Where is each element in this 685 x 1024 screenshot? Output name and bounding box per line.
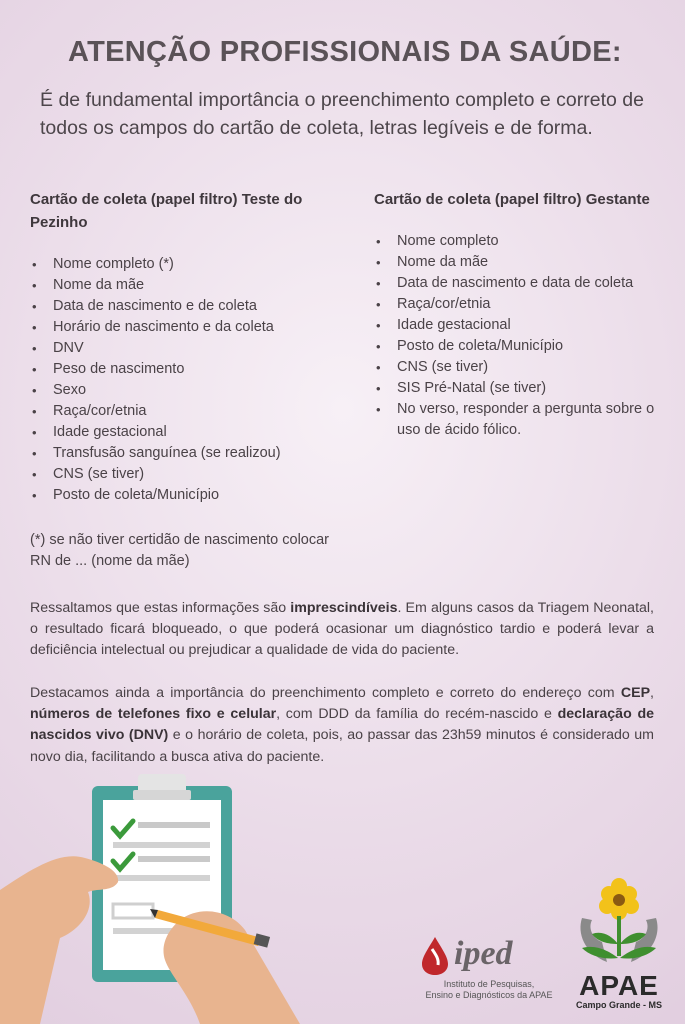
list-item: • Idade gestacional [30, 422, 340, 443]
list-item: • Transfusão sanguínea (se realizou) [30, 443, 340, 464]
apae-name: APAE [579, 970, 659, 1001]
iped-name: iped [454, 935, 513, 972]
apae-flower-icon [562, 878, 676, 970]
intro-text: É de fundamental importância o preenchimento completo e correto de todos os campos do cartão de coleta, letras legíveis e de forma. [40, 89, 644, 139]
bold-text: CEP [620, 685, 651, 701]
text-run: Ressaltamos que estas informações são [30, 600, 291, 616]
clipboard-illustration [0, 770, 340, 1024]
text-run: , [650, 685, 654, 701]
iped-subtitle-line: Instituto de Pesquisas, [443, 979, 535, 989]
right-column-heading: Cartão de coleta (papel filtro) Gestante [374, 191, 650, 208]
bold-text: números de telefones fixo e celular [30, 706, 277, 723]
right-column [374, 188, 664, 441]
text-run: e o horário de coleta, pois, ao passar das 23h59 minutos é considerado um novo dia, facilitando a busca ativa do paciente. [30, 727, 654, 765]
list-item: • Nome completo (*) [30, 254, 340, 275]
iped-drop-icon [418, 935, 452, 977]
list-item: • Posto de coleta/Município [374, 336, 664, 357]
right-column-list [374, 231, 664, 441]
text-run: Destacamos ainda a importância do preenchimento completo e correto do endereço com [30, 685, 621, 701]
bold-text: imprescindíveis [290, 600, 398, 616]
list-item: • Data de nascimento e de coleta [30, 296, 340, 317]
list-item: • CNS (se tiver) [374, 357, 664, 378]
iped-subtitle-line: Ensino e Diagnósticos da APAE [425, 990, 553, 1000]
list-item: • No verso, responder a pergunta sobre o uso de ácido fólico. [374, 399, 664, 441]
text-run: , com DDD da família do recém-nascido e [276, 706, 558, 723]
left-column-heading: Cartão de coleta (papel filtro) Teste do Pezinho [30, 191, 303, 231]
list-item: • Sexo [30, 380, 340, 401]
apae-subtitle: Campo Grande - MS [575, 1000, 662, 1010]
list-item: • DNV [30, 338, 340, 359]
list-item: • CNS (se tiver) [30, 464, 340, 485]
paragraph-importance [30, 598, 654, 662]
list-item: • Raça/cor/etnia [374, 294, 664, 315]
list-item: • Data de nascimento e data de coleta [374, 273, 664, 294]
list-item: • Nome completo [374, 231, 664, 252]
left-column [30, 188, 340, 572]
bold-text: declaração de nascidos vivo (DNV) [30, 706, 654, 744]
list-item: • Raça/cor/etnia [30, 401, 340, 422]
list-item: • Idade gestacional [374, 315, 664, 336]
text-run: . Em alguns casos da Triagem Neonatal, o resultado ficará bloqueado, o que poderá ocasionar um diagnóstico tardio e poderá levar a deficiência intelectual ou prejudicar a qualidade de vida do paciente. [30, 600, 654, 659]
list-item: • Peso de nascimento [30, 359, 340, 380]
list-item: • SIS Pré-Natal (se tiver) [374, 378, 664, 399]
iped-subtitle [414, 979, 564, 1001]
list-item: • Nome da mãe [30, 275, 340, 296]
list-item: • Posto de coleta/Município [30, 485, 340, 506]
footnote: (*) se não tiver certidão de nascimento colocar RN de ... (nome da mãe) [30, 532, 330, 569]
apae-logo [562, 878, 676, 1010]
paragraph-address [30, 683, 654, 768]
left-column-list [30, 254, 340, 506]
list-item: • Nome da mãe [374, 252, 664, 273]
page-title: ATENÇÃO PROFISSIONAIS DA SAÚDE: [68, 36, 622, 68]
list-item: • Horário de nascimento e da coleta [30, 317, 340, 338]
